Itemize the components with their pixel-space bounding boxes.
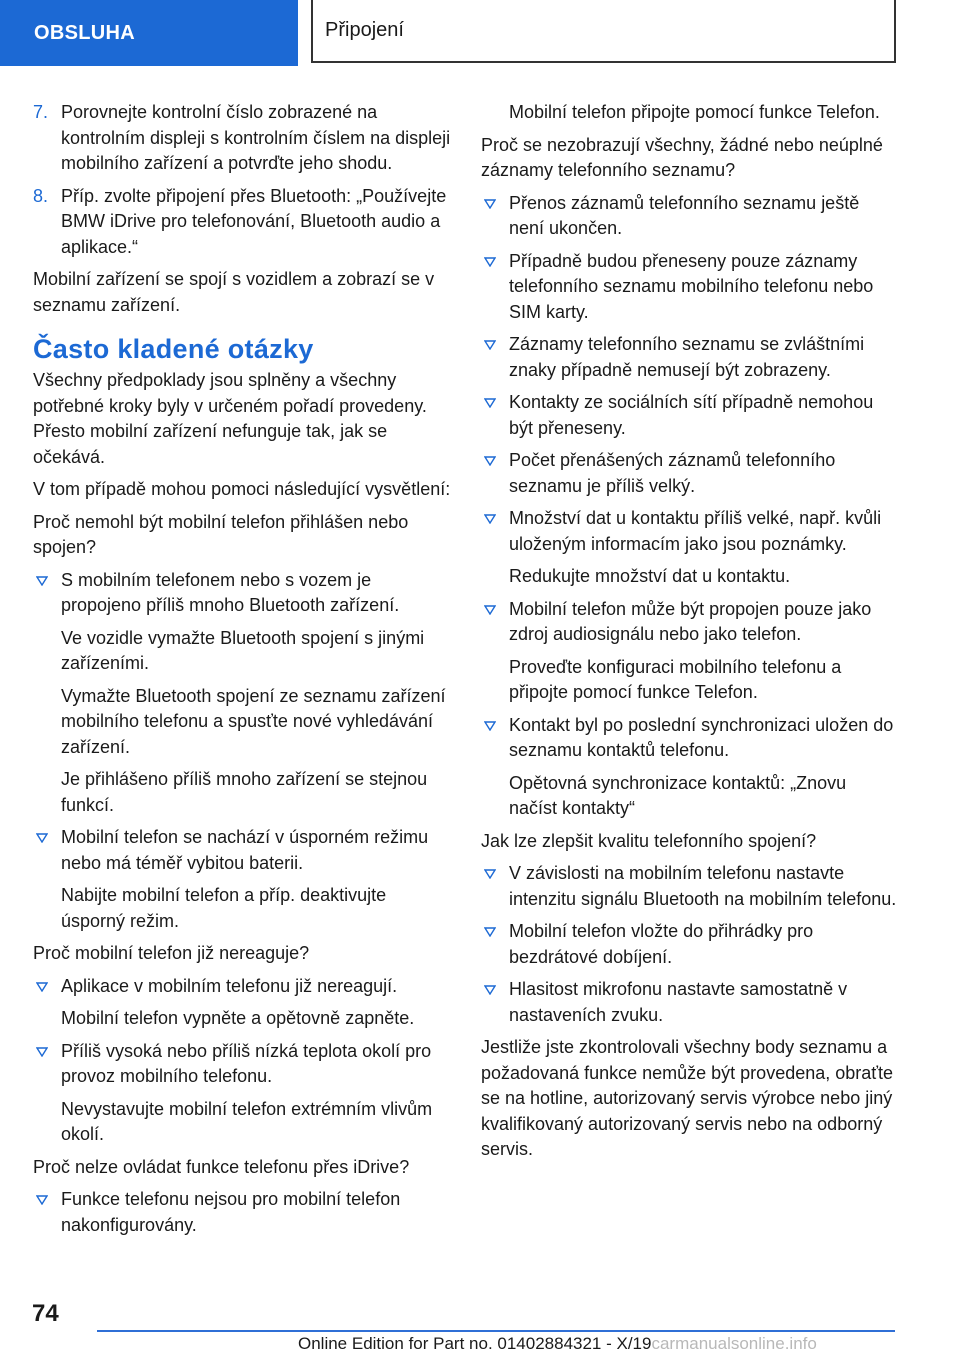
question: Jak lze zlepšit kvalitu telefonního spojení?: [481, 830, 817, 851]
triangle-bullet-icon: [484, 985, 496, 995]
right-column: [481, 100, 899, 1170]
triangle-bullet-icon: [36, 833, 48, 843]
page-number: 74: [32, 1300, 59, 1327]
list-item-text: Funkce telefonu nejsou pro mobilní telefon nakonfigurovány.: [61, 1189, 401, 1235]
sub-paragraph: Opětovná synchronizace kontaktů: „Znovu načíst kontakty“: [509, 772, 847, 818]
list-item-text: Mobilní telefon se nachází v úsporném režimu nebo má téměř vybitou baterii.: [61, 827, 429, 873]
triangle-bullet-icon: [36, 1195, 48, 1205]
triangle-bullet-icon: [36, 576, 48, 586]
question: Proč nelze ovládat funkce telefonu přes iDrive?: [33, 1156, 410, 1177]
step-item: [33, 100, 451, 177]
triangle-bullet-icon: [484, 398, 496, 408]
list-item: [33, 825, 451, 876]
list-item-text: Aplikace v mobilním telefonu již nereagují.: [61, 975, 398, 996]
watermark: carmanualsonline.info: [651, 1334, 817, 1353]
triangle-bullet-icon: [36, 982, 48, 992]
section-tab: [0, 0, 298, 66]
triangle-bullet-icon: [484, 340, 496, 350]
sub-paragraph: Je přihlášeno příliš mnoho zařízení se stejnou funkcí.: [61, 769, 428, 815]
step-number: 8.: [33, 185, 49, 206]
sub-paragraph: Mobilní telefon vypněte a opětovně zapněte.: [61, 1008, 415, 1028]
list-item-text: Kontakty ze sociálních sítí případně nemohou být přeneseny.: [509, 392, 874, 438]
triangle-bullet-icon: [484, 257, 496, 267]
page-header: [311, 0, 896, 63]
sub-paragraph: Nevystavujte mobilní telefon extrémním vlivům okolí.: [61, 1098, 433, 1144]
list-item: [33, 1187, 451, 1238]
triangle-bullet-icon: [484, 869, 496, 879]
list-item: [481, 249, 899, 326]
paragraph: V tom případě mohou pomoci následující vysvětlení:: [33, 479, 451, 499]
list-item: [33, 974, 451, 1000]
page-title: Připojení: [325, 19, 404, 41]
step-number: 7.: [33, 102, 49, 122]
question: Proč mobilní telefon již nereaguje?: [33, 943, 310, 963]
question: Proč nemohl být mobilní telefon přihlášen nebo spojen?: [33, 511, 409, 557]
list-item: [481, 713, 899, 764]
footer: [298, 1334, 817, 1354]
footer-divider: [97, 1330, 895, 1332]
paragraph: Všechny předpoklady jsou splněny a všechny potřebné kroky byly v určeném pořadí provedeny. Přesto mobilní zařízení nefunguje tak, jak se očekává.: [33, 370, 427, 467]
list-item: [481, 597, 899, 648]
list-item: [481, 506, 899, 557]
triangle-bullet-icon: [484, 721, 496, 731]
list-item: [481, 861, 899, 912]
list-item: [481, 390, 899, 441]
sub-paragraph: Ve vozidle vymažte Bluetooth spojení s jinými zařízeními.: [61, 627, 425, 673]
list-item-text: S mobilním telefonem nebo s vozem je propojeno příliš mnoho Bluetooth zařízení.: [61, 569, 400, 615]
list-item-text: Kontakt byl po poslední synchronizaci uložen do seznamu kontaktů telefonu.: [509, 714, 894, 760]
triangle-bullet-icon: [484, 514, 496, 524]
list-item-text: Příliš vysoká nebo příliš nízká teplota okolí pro provoz mobilního telefonu.: [61, 1040, 432, 1086]
sub-paragraph: Mobilní telefon připojte pomocí funkce Telefon.: [509, 102, 880, 122]
triangle-bullet-icon: [36, 1047, 48, 1057]
triangle-bullet-icon: [484, 605, 496, 615]
sub-paragraph: Proveďte konfiguraci mobilního telefonu a připojte pomocí funkce Telefon.: [509, 656, 842, 702]
list-item-text: Hlasitost mikrofonu nastavte samostatně v nastaveních zvuku.: [509, 979, 848, 1025]
paragraph: Mobilní zařízení se spojí s vozidlem a zobrazí se v seznamu zařízení.: [33, 269, 435, 315]
list-item-text: Případně budou přeneseny pouze záznamy telefonního seznamu mobilního telefonu nebo SIM karty.: [509, 250, 874, 322]
list-item-text: Množství dat u kontaktu příliš velké, např. kvůli uloženým informacím jako jsou poznámky.: [509, 508, 882, 554]
list-item: [481, 191, 899, 242]
list-item: [33, 568, 451, 619]
list-item-text: Mobilní telefon vložte do přihrádky pro bezdrátové dobíjení.: [509, 921, 814, 967]
list-item-text: V závislosti na mobilním telefonu nastavte intenzitu signálu Bluetooth na mobilním telefonu.: [509, 863, 897, 909]
edition-text: Online Edition for Part no. 01402884321 - X/19: [298, 1334, 652, 1353]
list-item: [481, 448, 899, 499]
section-heading: Často kladené otázky: [33, 334, 314, 364]
sub-paragraph: Vymažte Bluetooth spojení ze seznamu zařízení mobilního telefonu a spusťte nové vyhledávání zařízení.: [61, 685, 446, 757]
list-item: [481, 332, 899, 383]
triangle-bullet-icon: [484, 199, 496, 209]
list-item-text: Počet přenášených záznamů telefonního seznamu je příliš velký.: [509, 450, 836, 496]
section-label: OBSLUHA: [34, 21, 135, 44]
list-item: [481, 977, 899, 1028]
step-text: Porovnejte kontrolní číslo zobrazené na kontrolním displeji s kontrolním číslem na displeji mobilního zařízení a potvrďte jeho shodu.: [61, 102, 451, 173]
list-item: [33, 1039, 451, 1090]
sub-paragraph: Redukujte množství dat u kontaktu.: [509, 566, 791, 586]
triangle-bullet-icon: [484, 456, 496, 466]
step-item: [33, 184, 451, 261]
list-item-text: Přenos záznamů telefonního seznamu ještě není ukončen.: [509, 192, 860, 238]
list-item-text: Mobilní telefon může být propojen pouze jako zdroj audiosignálu nebo jako telefon.: [509, 598, 872, 644]
list-item-text: Záznamy telefonního seznamu se zvláštními znaky případně nemusejí být zobrazeny.: [509, 334, 865, 380]
sub-paragraph: Nabijte mobilní telefon a příp. deaktivujte úsporný režim.: [61, 885, 387, 931]
triangle-bullet-icon: [484, 927, 496, 937]
paragraph: Jestliže jste zkontrolovali všechny body seznamu a požadovaná funkce nemůže být provedena, obraťte se na hotline, autorizovaný servis výrobce nebo jiný kvalifikovaný autorizovaný servis nebo na odborný servis.: [481, 1037, 894, 1159]
question: Proč se nezobrazují všechny, žádné nebo neúplné záznamy telefonního seznamu?: [481, 134, 883, 180]
list-item: [481, 919, 899, 970]
left-column: [33, 100, 451, 1245]
step-text: Příp. zvolte připojení přes Bluetooth: „Používejte BMW iDrive pro telefonování, Bluetooth audio a aplikace.“: [61, 185, 447, 257]
